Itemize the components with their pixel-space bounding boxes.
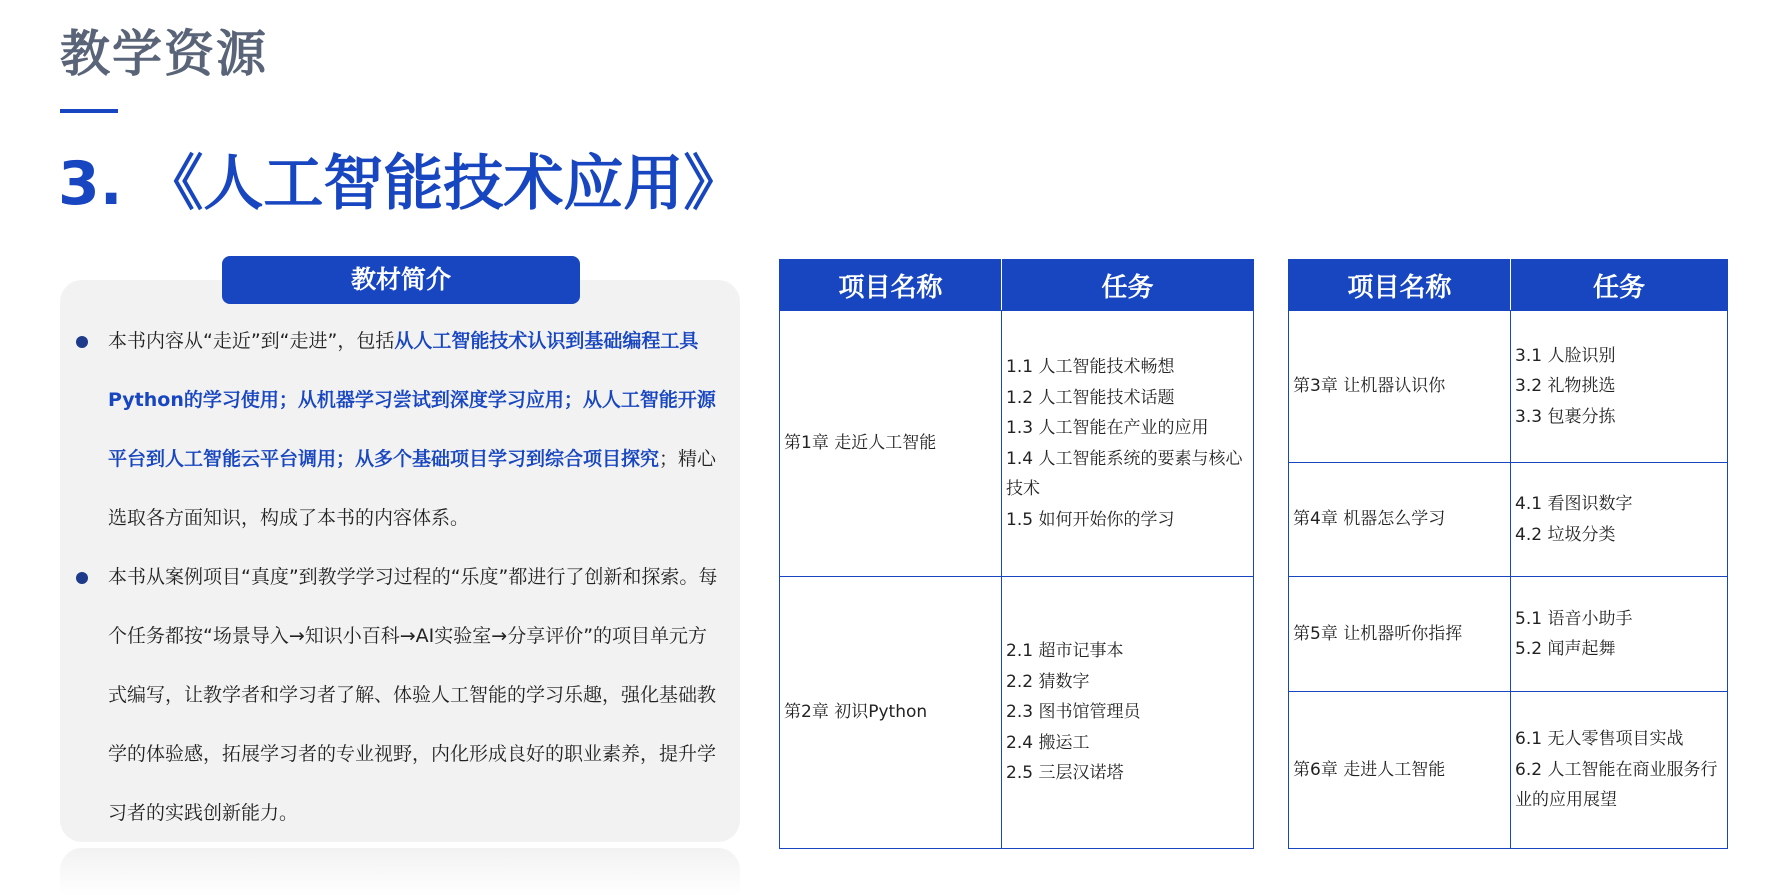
- task-item: 2.4 搬运工: [1006, 732, 1090, 753]
- task-item: 6.2 人工智能在商业服务行业的应用展望: [1515, 759, 1718, 811]
- tasks-cell: [1511, 463, 1728, 577]
- header-project-name: 项目名称: [1289, 260, 1511, 311]
- task-item: 1.2 人工智能技术话题: [1006, 387, 1175, 408]
- table-row: [1289, 311, 1728, 463]
- table-header-row: [1289, 260, 1728, 311]
- title-divider: [60, 109, 118, 113]
- task-item: 4.1 看图识数字: [1515, 494, 1633, 514]
- header-tasks: 任务: [1511, 260, 1728, 311]
- tasks-cell: [1002, 577, 1254, 849]
- intro-heading: 教材简介: [222, 256, 580, 304]
- task-item: 3.2 礼物挑选: [1515, 376, 1616, 397]
- project-cell: 第4章 机器怎么学习: [1289, 463, 1511, 577]
- task-item: 1.1 人工智能技术畅想: [1006, 357, 1175, 377]
- task-item: 2.2 猜数字: [1006, 671, 1090, 692]
- page-title: 3. 《人工智能技术应用》: [58, 149, 744, 219]
- table-row: [1289, 463, 1728, 577]
- table-header-row: [780, 260, 1254, 311]
- header-project-name: 项目名称: [780, 260, 1002, 311]
- tasks-cell: [1511, 311, 1728, 463]
- task-item: 2.5 三层汉诺塔: [1006, 763, 1124, 784]
- intro-text: 本书内容从“走近”到“走进”，包括: [108, 330, 395, 352]
- project-cell: 第3章 让机器认识你: [1289, 311, 1511, 463]
- intro-text: ；精心选取各方面知识，构成了本书的内容体系。: [108, 448, 717, 529]
- project-cell: 第1章 走近人工智能: [780, 311, 1002, 577]
- task-item: 5.1 语音小助手: [1515, 608, 1633, 629]
- table-row: [1289, 692, 1728, 849]
- section-title: 教学资源: [60, 25, 268, 83]
- bullet-dot: [76, 336, 88, 348]
- tasks-cell: [1511, 577, 1728, 692]
- course-table-right: [1288, 259, 1728, 849]
- task-item: 2.3 图书馆管理员: [1006, 702, 1141, 723]
- task-item: 1.3 人工智能在产业的应用: [1006, 418, 1209, 438]
- intro-panel-reflection: [60, 848, 740, 896]
- tasks-cell: [1002, 311, 1254, 577]
- header-tasks: 任务: [1002, 260, 1254, 311]
- table-row: [780, 311, 1254, 577]
- task-item: 6.1 无人零售项目实战: [1515, 729, 1684, 750]
- table-row: [780, 577, 1254, 849]
- intro-paragraph-1: [108, 312, 723, 548]
- bullet-dot: [76, 572, 88, 584]
- intro-paragraph-2: [108, 548, 723, 843]
- task-item: 3.3 包裹分拣: [1515, 406, 1616, 427]
- task-item: 5.2 闻声起舞: [1515, 639, 1616, 659]
- task-item: 3.1 人脸识别: [1515, 345, 1616, 366]
- task-item: 1.4 人工智能系统的要素与核心技术: [1006, 448, 1243, 499]
- task-item: 1.5 如何开始你的学习: [1006, 509, 1175, 530]
- intro-highlight-text: 从人工智能技术认识到基础编程工具Python的学习使用；从机器学习尝试到深度学习应用；从人工智能开源平台到人工智能云平台调用；从多个基础项目学习到综合项目探究: [108, 330, 716, 470]
- project-cell: 第5章 让机器听你指挥: [1289, 577, 1511, 692]
- task-item: 2.1 超市记事本: [1006, 641, 1124, 662]
- tasks-cell: [1511, 692, 1728, 849]
- task-item: 4.2 垃圾分类: [1515, 524, 1616, 545]
- project-cell: 第6章 走进人工智能: [1289, 692, 1511, 849]
- intro-text: 本书从案例项目“真度”到教学学习过程的“乐度”都进行了创新和探索。每个任务都按“场景导入→知识小百科→AI实验室→分享评价”的项目单元方式编写，让教学者和学习者了解、体验人工智能的学习乐趣，强化基础教学的体验感，拓展学习者的专业视野，内化形成良好的职业素养，提升学习者的实践创新能力。: [108, 566, 718, 824]
- project-cell: 第2章 初识Python: [780, 577, 1002, 849]
- table-row: [1289, 577, 1728, 692]
- course-table-left: [779, 259, 1254, 849]
